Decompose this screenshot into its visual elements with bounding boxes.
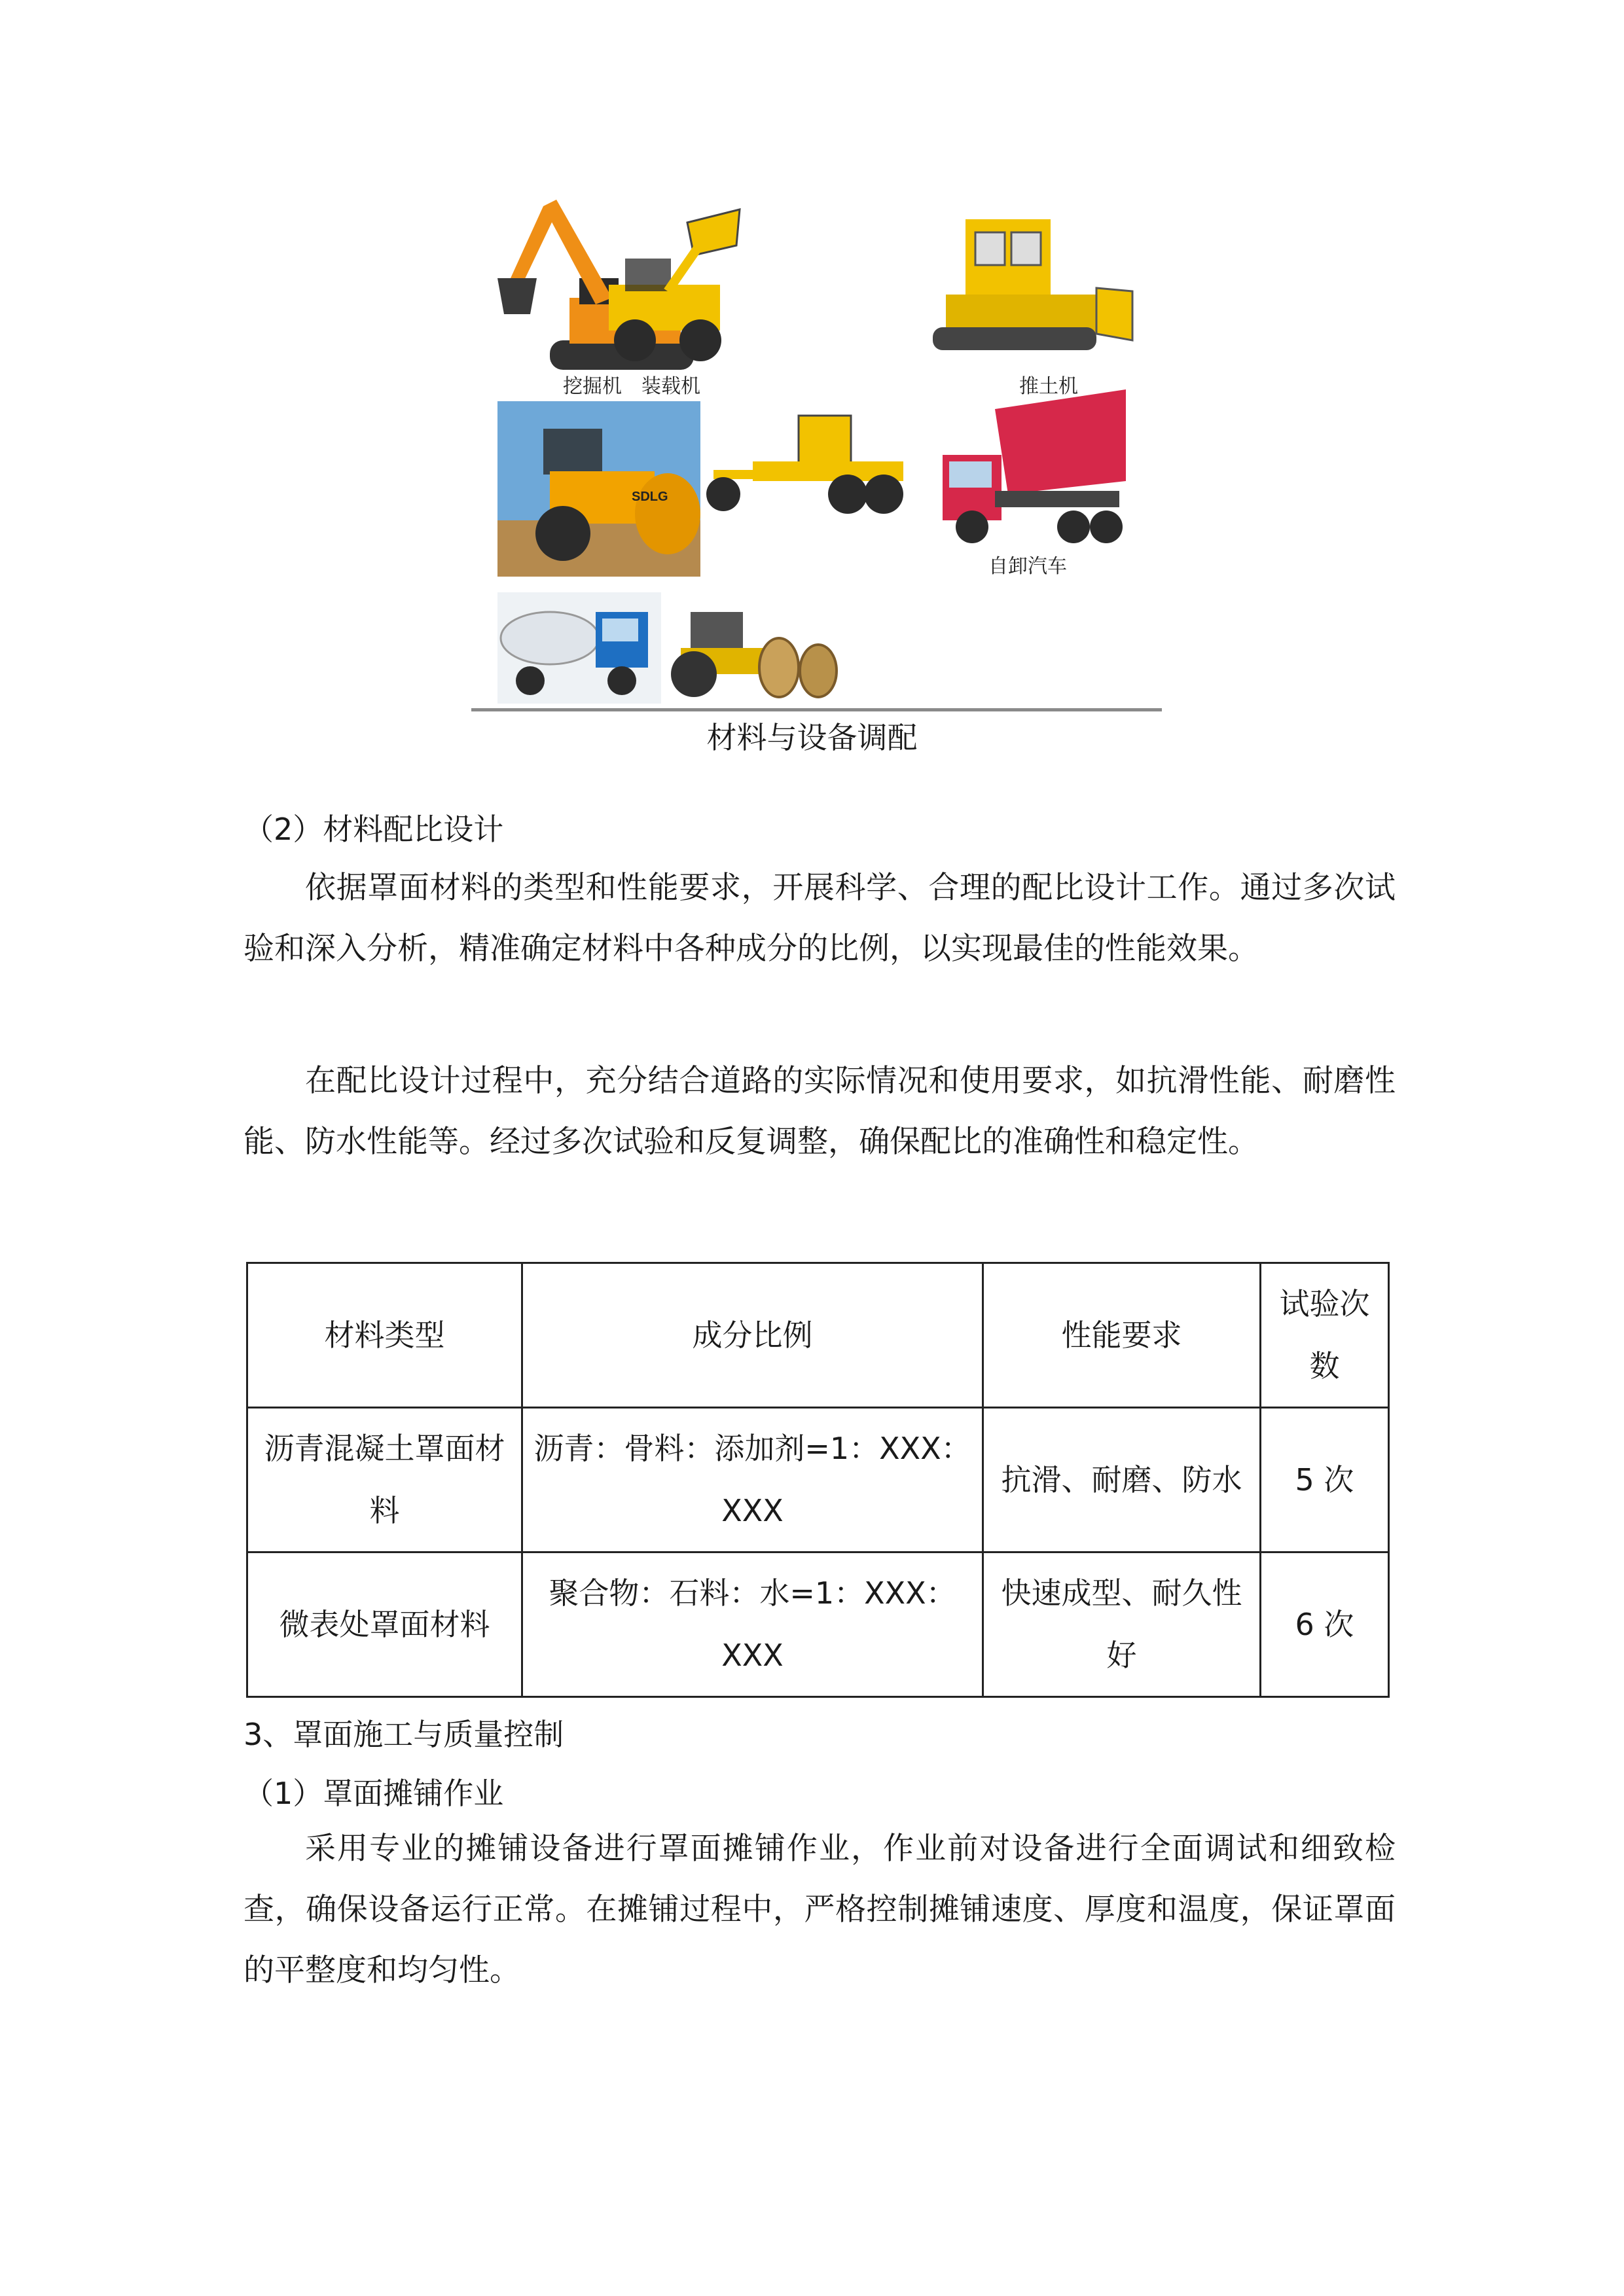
cell-component-ratio: 聚合物：石料：水=1：XXX：XXX bbox=[522, 1552, 983, 1697]
header-test-count: 试验次数 bbox=[1261, 1263, 1389, 1408]
cell-component-ratio: 沥青：骨料：添加剂=1：XXX：XXX bbox=[522, 1408, 983, 1552]
excavator-label: 挖掘机 bbox=[563, 376, 622, 397]
header-component-ratio: 成分比例 bbox=[522, 1263, 983, 1408]
table-row bbox=[247, 1408, 1389, 1552]
road-roller-image bbox=[497, 401, 700, 577]
ratio-design-paragraph-2 bbox=[244, 1050, 1396, 1172]
cell-material-type: 沥青混凝土罩面材料 bbox=[247, 1408, 522, 1552]
figure-divider bbox=[471, 708, 1162, 711]
paragraph-text: 依据罩面材料的类型和性能要求，开展科学、合理的配比设计工作。通过多次试验和深入分析，精准确定材料中各种成分的比例，以实现最佳的性能效果。 bbox=[244, 870, 1396, 967]
paragraph-text: 在配比设计过程中，充分结合道路的实际情况和使用要求，如抗滑性能、耐磨性能、防水性能等。经过多次试验和反复调整，确保配比的准确性和稳定性。 bbox=[244, 1063, 1396, 1160]
table-row bbox=[247, 1552, 1389, 1697]
loader-label: 装载机 bbox=[641, 376, 700, 397]
cell-material-type: 微表处罩面材料 bbox=[247, 1552, 522, 1697]
paragraph-text: 采用专业的摊铺设备进行罩面摊铺作业，作业前对设备进行全面调试和细致检查，确保设备运行正常。在摊铺过程中，严格控制摊铺速度、厚度和温度，保证罩面的平整度和均匀性。 bbox=[244, 1831, 1396, 1988]
bulldozer-image bbox=[933, 219, 1132, 350]
sub-heading-paving: （1）罩面摊铺作业 bbox=[244, 1776, 504, 1811]
cell-test-count: 6 次 bbox=[1261, 1552, 1389, 1697]
grader-image bbox=[706, 416, 903, 514]
compactor-image bbox=[671, 612, 837, 697]
header-performance: 性能要求 bbox=[983, 1263, 1261, 1408]
paving-paragraph bbox=[244, 1818, 1396, 2001]
dump-truck-label: 自卸汽车 bbox=[988, 556, 1067, 577]
ratio-design-paragraph-1 bbox=[244, 857, 1396, 979]
equipment-figure bbox=[471, 193, 1159, 710]
cell-performance: 快速成型、耐久性好 bbox=[983, 1552, 1261, 1697]
ratio-table bbox=[246, 1262, 1390, 1698]
water-truck-image bbox=[497, 592, 661, 704]
dump-truck-image bbox=[943, 389, 1126, 543]
header-material-type: 材料类型 bbox=[247, 1263, 522, 1408]
cell-test-count: 5 次 bbox=[1261, 1408, 1389, 1552]
svg-text:SDLG: SDLG bbox=[632, 490, 668, 504]
table-header-row bbox=[247, 1263, 1389, 1408]
equipment-collage bbox=[471, 193, 1159, 710]
figure-caption: 材料与设备调配 bbox=[706, 720, 918, 755]
bulldozer-label: 推土机 bbox=[1019, 376, 1078, 397]
cell-performance: 抗滑、耐磨、防水 bbox=[983, 1408, 1261, 1552]
section-heading-ratio-design: （2）材料配比设计 bbox=[244, 812, 504, 847]
section-heading-construction: 3、罩面施工与质量控制 bbox=[244, 1717, 564, 1752]
